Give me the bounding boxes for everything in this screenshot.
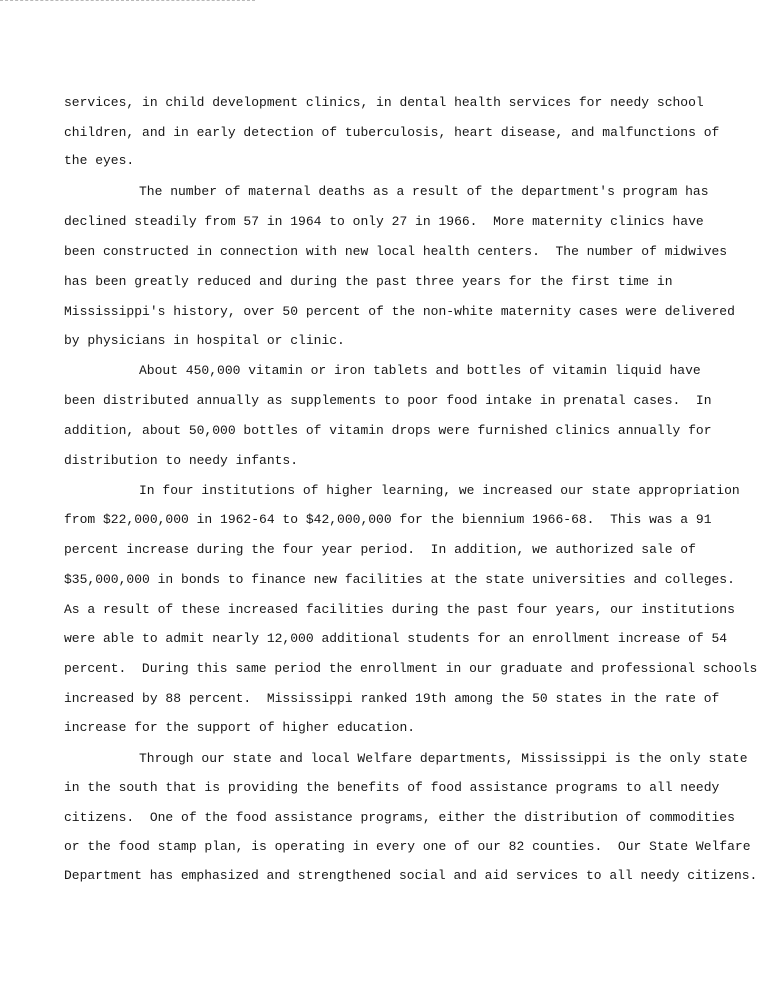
text-line: in the south that is providing the benefits of food assistance programs to all needy (64, 780, 720, 795)
text-line: distribution to needy infants. (64, 453, 299, 468)
top-dashed-rule (0, 0, 255, 1)
text-line: services, in child development clinics, in dental health services for needy school (64, 95, 704, 110)
text-line: percent increase during the four year period. In addition, we authorized sale of (64, 542, 696, 557)
text-line: Department has emphasized and strengthened social and aid services to all needy citizens. (64, 868, 758, 883)
text-line: Through our state and local Welfare departments, Mississippi is the only state (139, 751, 748, 766)
text-line: were able to admit nearly 12,000 additional students for an enrollment increase of 54 (64, 631, 728, 646)
text-line: As a result of these increased facilities during the past four years, our institutions (64, 602, 735, 617)
text-line: About 450,000 vitamin or iron tablets and bottles of vitamin liquid have (139, 363, 701, 378)
text-line: The number of maternal deaths as a result of the department's program has (139, 184, 709, 199)
text-line: been constructed in connection with new local health centers. The number of midwives (64, 244, 728, 259)
text-line: citizens. One of the food assistance programs, either the distribution of commodities (64, 810, 735, 825)
text-line: the eyes. (64, 153, 135, 168)
text-line: from $22,000,000 in 1962-64 to $42,000,000 for the biennium 1966-68. This was a 91 (64, 512, 712, 527)
text-line: has been greatly reduced and during the past three years for the first time in (64, 274, 673, 289)
text-line: Mississippi's history, over 50 percent of the non-white maternity cases were delivered (64, 304, 735, 319)
text-line: been distributed annually as supplements to poor food intake in prenatal cases. In (64, 393, 712, 408)
text-line: In four institutions of higher learning, we increased our state appropriation (139, 483, 740, 498)
text-line: children, and in early detection of tuberculosis, heart disease, and malfunctions of (64, 125, 720, 140)
text-line: by physicians in hospital or clinic. (64, 333, 345, 348)
text-line: $35,000,000 in bonds to finance new facilities at the state universities and colleges. (64, 572, 735, 587)
text-line: addition, about 50,000 bottles of vitamin drops were furnished clinics annually for (64, 423, 712, 438)
text-line: increased by 88 percent. Mississippi ranked 19th among the 50 states in the rate of (64, 691, 720, 706)
text-line: or the food stamp plan, is operating in every one of our 82 counties. Our State Welfare (64, 839, 751, 854)
text-line: increase for the support of higher education. (64, 720, 416, 735)
text-line: declined steadily from 57 in 1964 to only 27 in 1966. More maternity clinics have (64, 214, 704, 229)
text-line: percent. During this same period the enrollment in our graduate and professional schools (64, 661, 758, 676)
